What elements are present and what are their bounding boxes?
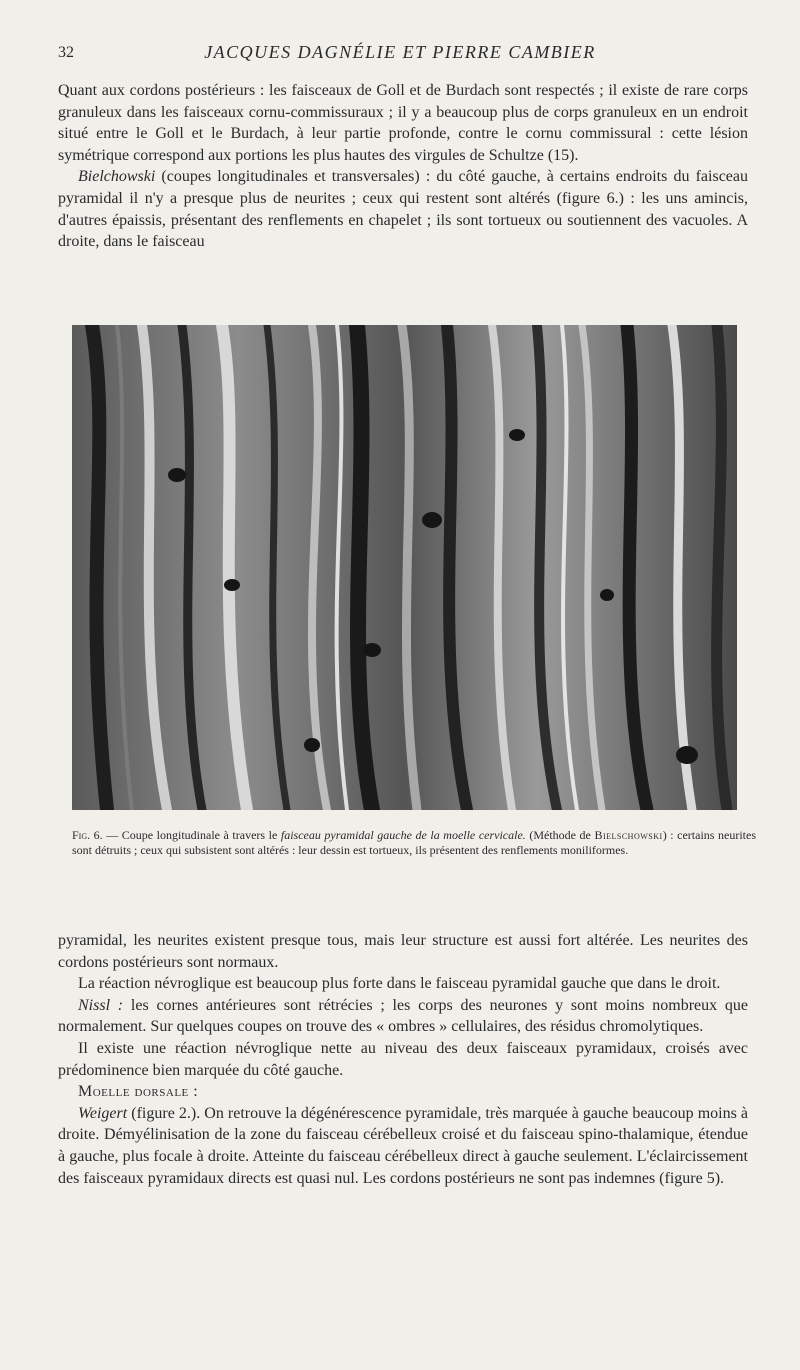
caption-author: Bielschowski — [594, 828, 663, 842]
section-heading — [58, 1081, 748, 1103]
figure-label: Fig. 6. — [72, 828, 103, 842]
paragraph-bielchowski — [58, 166, 748, 252]
paragraph-glial-reaction: La réaction névroglique est beaucoup plus forte dans le faisceau pyramidal gauche que dans le droit. — [78, 975, 721, 993]
paragraph-text: les cornes antérieures sont rétrécies ; les corps des neurones y sont moins nombreux que normalement. Sur quelques coupes on trouve des « ombres » cellulaires, des résidus chromolytiques. — [58, 996, 749, 1036]
section-title: Moelle dorsale : — [78, 1083, 199, 1101]
method-name: Nissl : — [78, 996, 124, 1014]
paragraph-pyramidal-bundles: Il existe une réaction névroglique nette au niveau des deux faisceaux pyramidaux, croisés avec prédominence bien marquée du côté gauche. — [58, 1039, 748, 1079]
paragraph-nissl — [58, 995, 748, 1038]
micrograph-figure — [72, 325, 737, 810]
paragraph-weigert — [58, 1103, 748, 1189]
caption-text: (Méthode de — [525, 828, 595, 842]
caption-text: — Coupe longitudinale à travers le — [102, 828, 281, 842]
micrograph-image — [72, 325, 737, 810]
caption-subject: faisceau pyramidal gauche de la moelle cervicale. — [280, 828, 526, 842]
paragraph-text: (coupes longitudinales et transversales) : du côté gauche, à certains endroits du faisceau pyramidal il n'y a presque plus de neurites ; ceux qui restent sont altérés (figure 6.) : les uns amincis, d'autres épaissis, présentant des renflements en chapelet ; ils sont tortueux ou soutiennent des vacuoles. A droite, dans le faisceau — [58, 168, 748, 251]
paragraph-text: (figure 2.). On retrouve la dégénérescence pyramidale, très marquée à gauche beaucoup moins à droite. Démyélinisation de la zone du faisceau cérébelleux croisé et du faisceau spino-thalamique, étendue à gauche, plus focale à droite. Atteinte du faisceau cérébelleux direct à gauche seulement. L'éclaircissement des faisceaux pyramidaux directs est quasi nul. Les cordons postérieurs ne sont pas indemnes (figure 5). — [58, 1104, 748, 1187]
bottom-text-block — [58, 930, 748, 1189]
figure-caption — [72, 828, 756, 858]
method-name: Weigert — [78, 1104, 128, 1122]
caption-text: ) : certains neurites sont détruits ; ceux qui subsistent sont altérés : leur dessin est tortueux, ils présentent des renflements moniliformes. — [72, 828, 756, 857]
top-text-block — [58, 80, 748, 253]
paragraph-posterior-cords: Quant aux cordons postérieurs : les faisceaux de Goll et de Burdach sont respectés ; il existe de rare corps granuleux dans les faisceaux cornu-commissuraux ; il y a beaucoup plus de corps granuleux en un endroit situé entre le Goll et le Burdach, à leur partie profonde, contre le cornu commissural : cette lésion symétrique correspond aux portions les plus hautes des virgules de Schultze (15). — [58, 82, 748, 164]
paragraph-continuation: pyramidal, les neurites existent presque tous, mais leur structure est aussi fort altérée. Les neurites des cordons postérieurs sont normaux. — [58, 932, 748, 971]
running-title: JACQUES DAGNÉLIE ET PIERRE CAMBIER — [204, 42, 596, 62]
method-name: Bielchowski — [78, 168, 156, 186]
page-number: 32 — [58, 44, 74, 61]
